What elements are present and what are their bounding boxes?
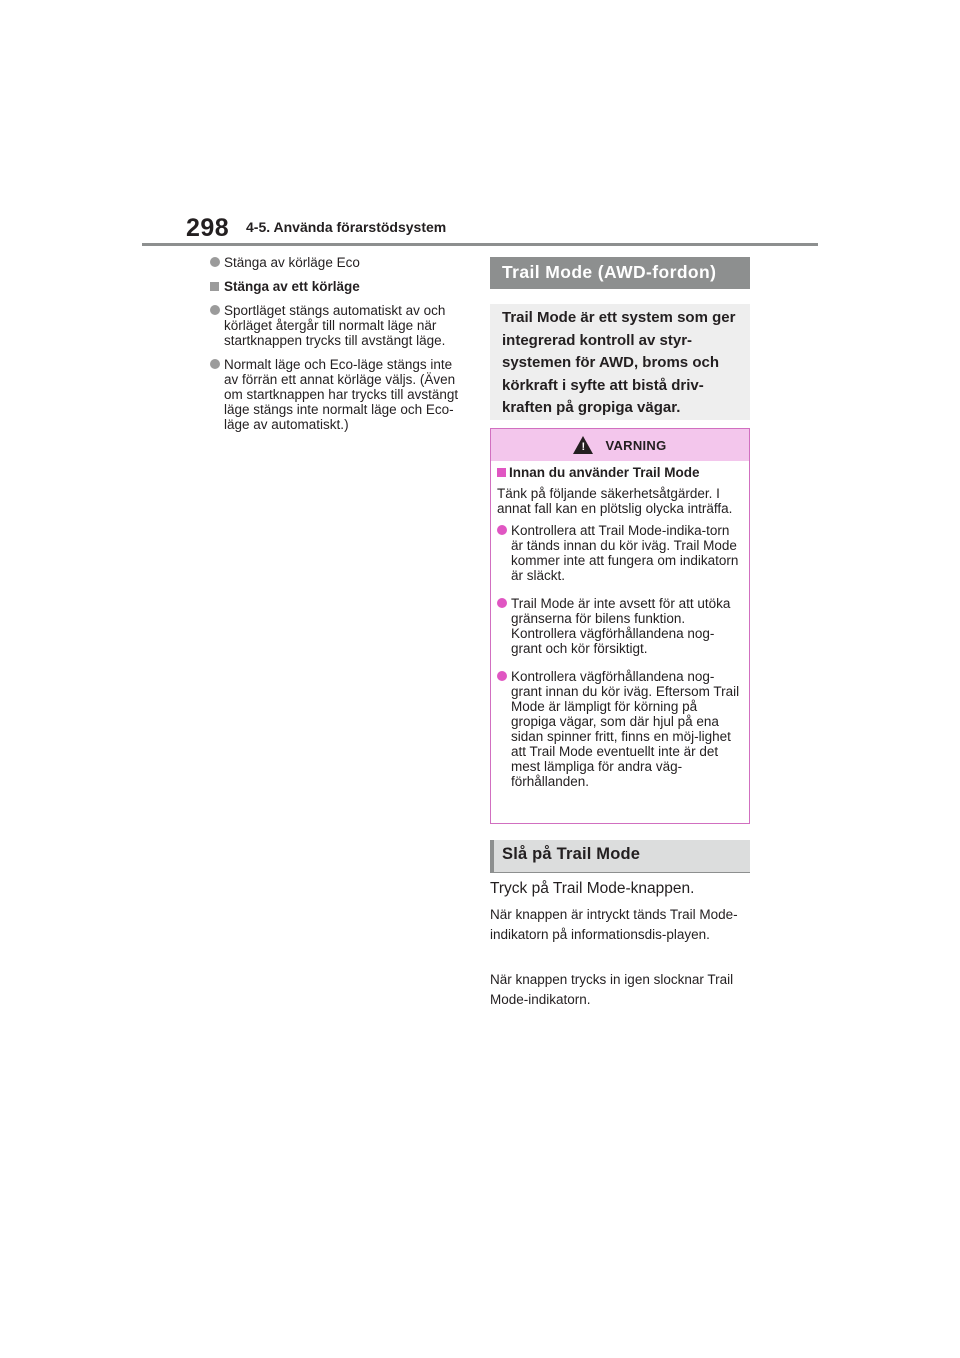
instruction-text: Tryck på Trail Mode-knappen.	[490, 880, 695, 897]
heading-rule	[490, 872, 750, 873]
page-number: 298	[186, 214, 230, 242]
bullet-square-icon	[497, 468, 506, 477]
warning-item-text: Trail Mode är inte avsett för att utöka gränserna för bilens funktion. Kontrollera vägförhållandena nog-grant och kör försiktigt.	[511, 596, 731, 656]
subheading-item	[210, 279, 470, 294]
subheading-text: Stänga av ett körläge	[224, 279, 360, 294]
warning-item	[497, 523, 743, 583]
bullet-dot-icon	[497, 598, 507, 608]
list-item-text: Stänga av körläge Eco	[224, 255, 360, 270]
bullet-square-icon	[210, 282, 219, 291]
warning-box	[490, 428, 750, 824]
warning-intro: Tänk på följande säkerhetsåtgärder. I annat fall kan en plötslig olycka inträffa.	[497, 486, 733, 516]
warning-body	[491, 461, 749, 789]
warning-title: VARNING	[605, 437, 667, 453]
warning-triangle-icon	[573, 436, 593, 454]
bullet-dot-icon	[497, 525, 507, 535]
warning-header	[491, 429, 749, 461]
summary-box: Trail Mode är ett system som ger integrerad kontroll av styr-systemen för AWD, broms och körkraft i syfte att bistå driv-kraften på gropiga vägar.	[490, 304, 750, 420]
list-item	[210, 255, 470, 270]
warning-item	[497, 669, 743, 789]
list-item-text: Sportläget stängs automatiskt av och körläget återgår till normalt läge när startknappen trycks till avstängt läge.	[224, 303, 446, 348]
warning-item-text: Kontrollera vägförhållandena nog-grant innan du kör iväg. Eftersom Trail Mode är lämpligt för körning på gropiga vägar, som där hjul på ena sidan spinner fritt, finns en möj-lighet att Trail Mode eventuellt inte är det mest lämpliga för andra väg-förhållanden.	[511, 669, 740, 789]
warning-subheading	[497, 465, 743, 480]
bullet-dot-icon	[210, 305, 220, 315]
list-item	[210, 303, 470, 348]
bullet-dot-icon	[210, 257, 220, 267]
left-column	[210, 255, 470, 441]
warning-item	[497, 596, 743, 656]
bullet-dot-icon	[497, 671, 507, 681]
paragraph: När knappen är intryckt tänds Trail Mode-indikatorn på informationsdis-playen.	[490, 907, 738, 942]
bullet-dot-icon	[210, 359, 220, 369]
trail-mode-heading: Trail Mode (AWD-fordon)	[490, 257, 750, 289]
list-item	[210, 357, 470, 432]
warning-subheading-text: Innan du använder Trail Mode	[509, 465, 700, 480]
paragraph: När knappen trycks in igen slocknar Trail Mode-indikatorn.	[490, 972, 734, 1007]
section-title: 4-5. Använda förarstödsystem	[246, 219, 447, 235]
subsection-heading: Slå på Trail Mode	[490, 840, 750, 872]
warning-item-text: Kontrollera att Trail Mode-indika-torn är tänds innan du kör iväg. Trail Mode kommer inte att fungera om indikatorn är släckt.	[511, 523, 739, 583]
list-item-text: Normalt läge och Eco-läge stängs inte av förrän ett annat körläge väljs. (Även om startknappen har trycks till avstängt läge stängs inte normalt läge och Eco-läge av automatiskt.)	[224, 357, 459, 432]
header-rule	[142, 243, 818, 246]
